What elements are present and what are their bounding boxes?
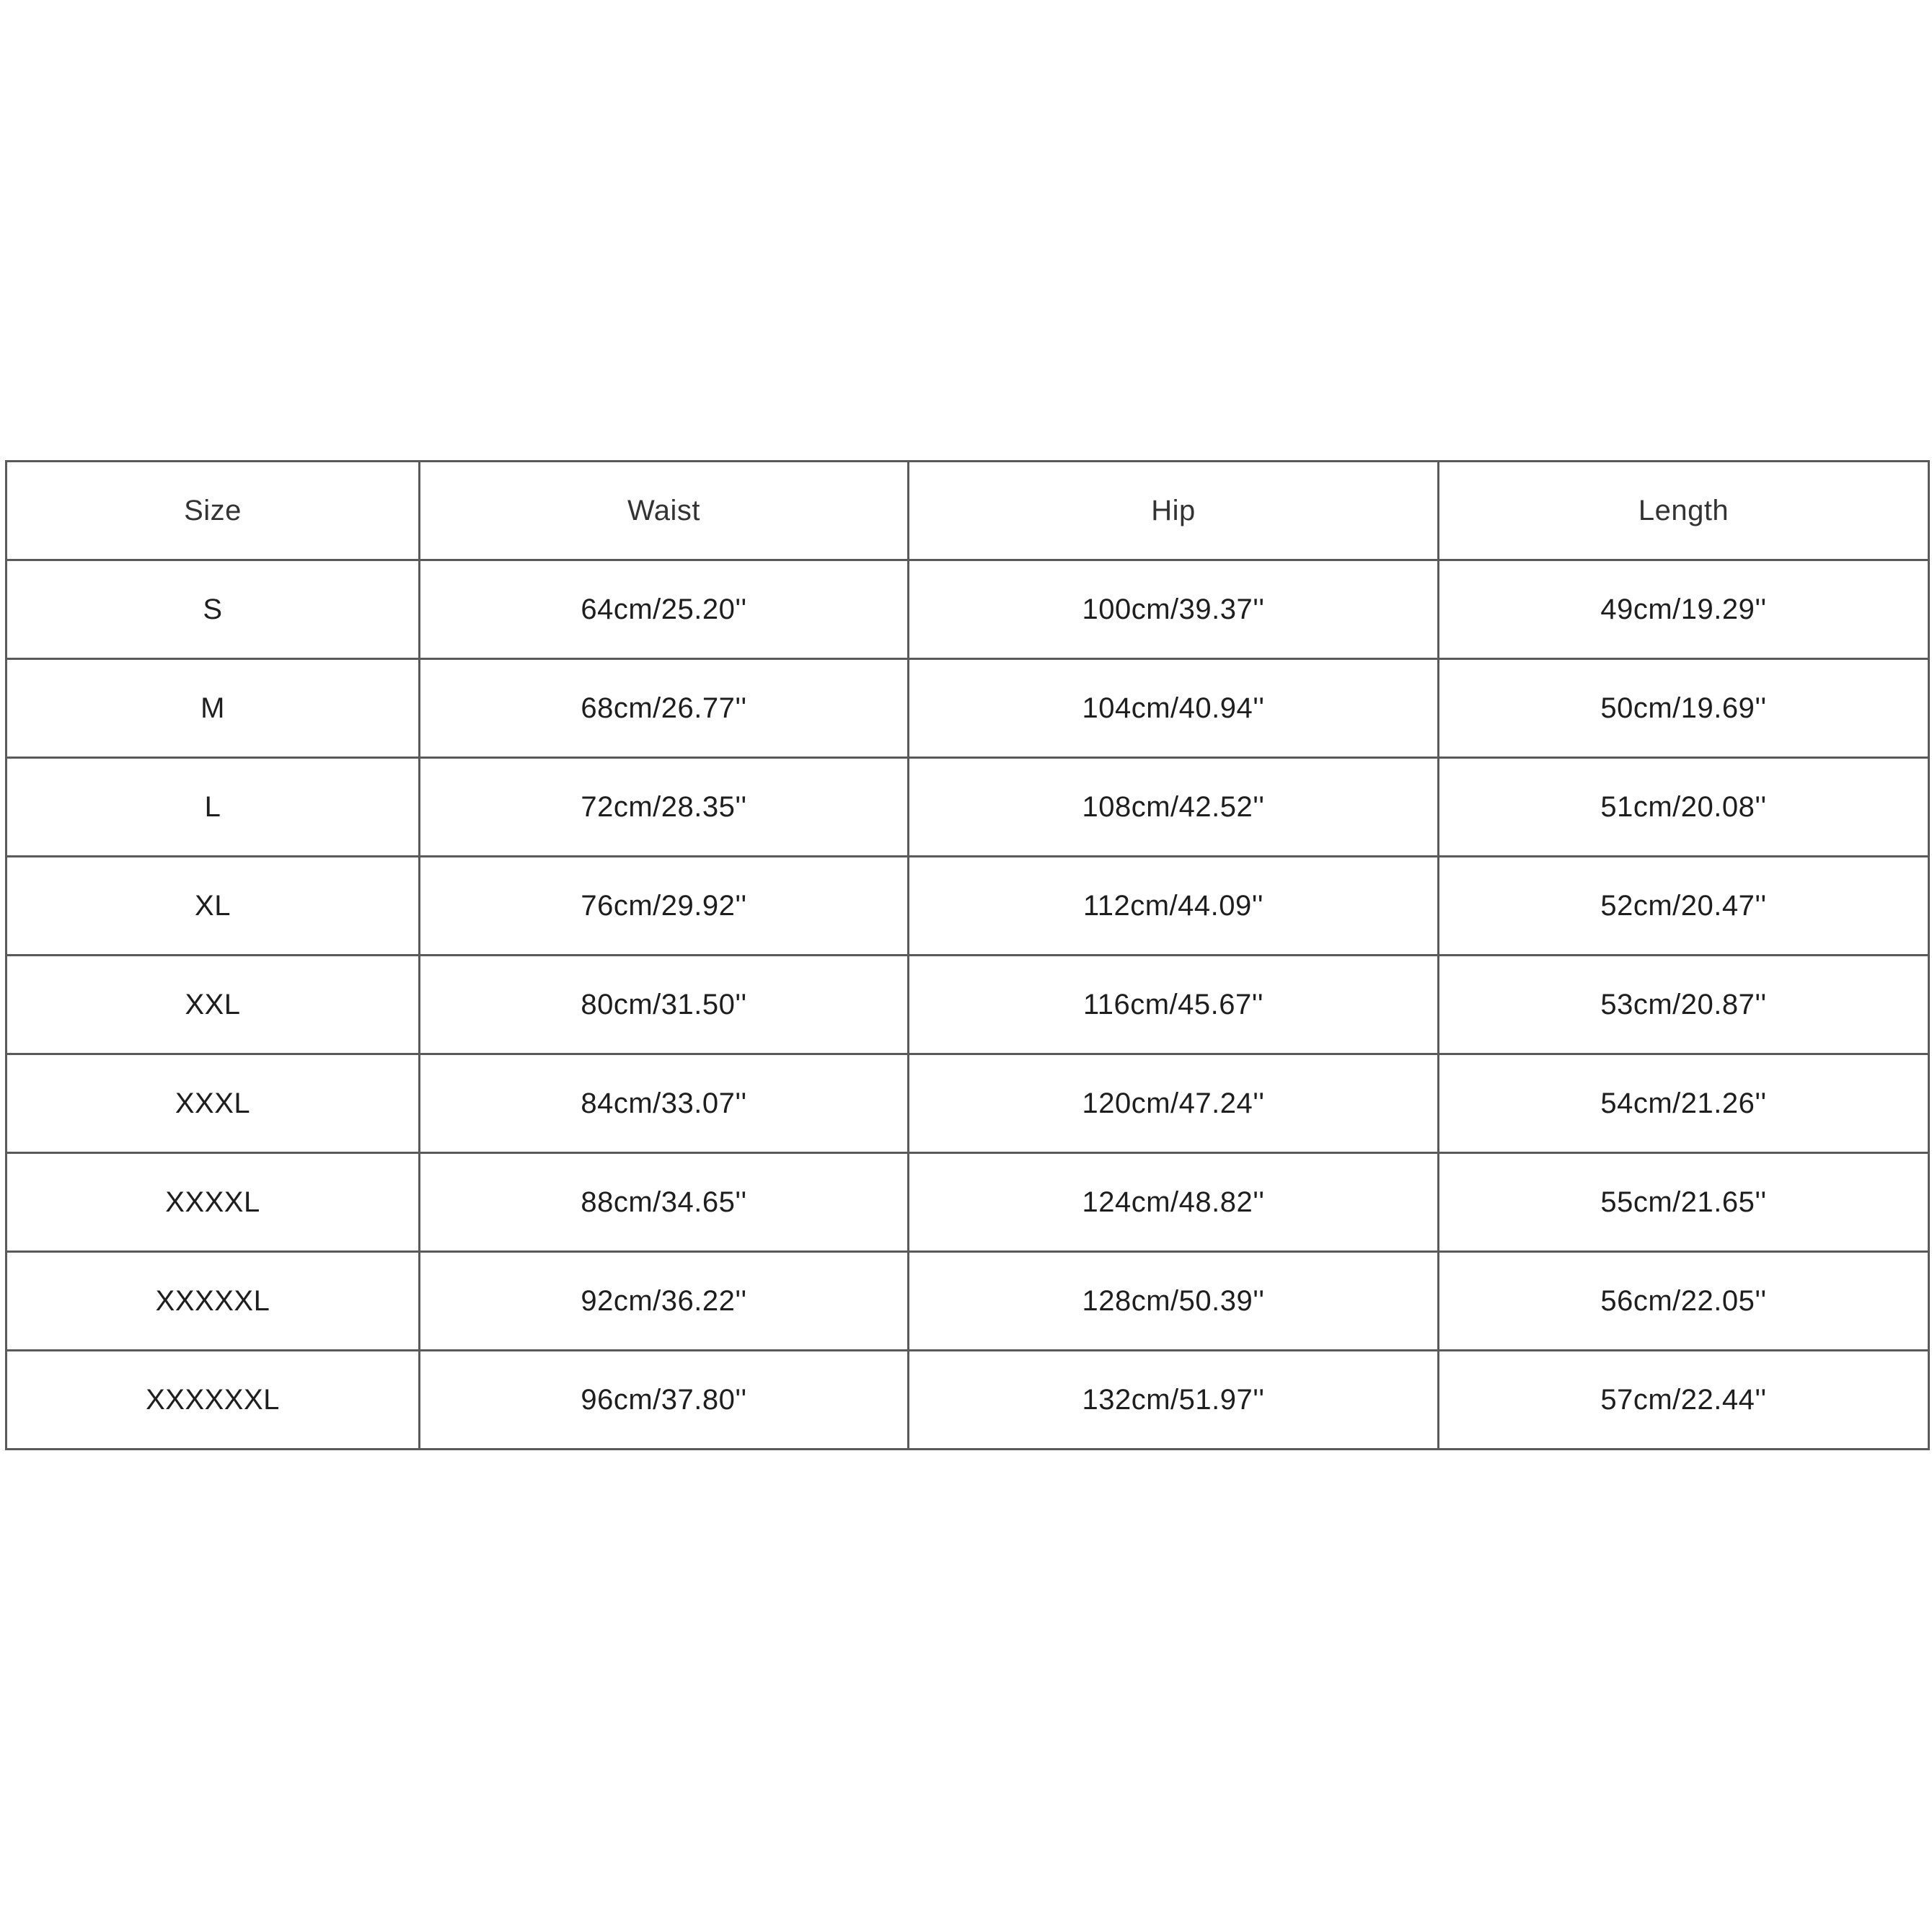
- size-cell: XXXXXXL: [6, 1351, 420, 1450]
- length-cell: 50cm/19.69'': [1439, 659, 1929, 758]
- table-row: [6, 956, 1929, 1054]
- waist-cell: 76cm/29.92'': [420, 857, 909, 956]
- header-size: Size: [6, 462, 420, 560]
- hip-cell: 132cm/51.97'': [909, 1351, 1439, 1450]
- hip-cell: 108cm/42.52'': [909, 758, 1439, 857]
- size-cell: M: [6, 659, 420, 758]
- hip-cell: 120cm/47.24'': [909, 1054, 1439, 1153]
- table-row: [6, 560, 1929, 659]
- table-row: [6, 659, 1929, 758]
- waist-cell: 96cm/37.80'': [420, 1351, 909, 1450]
- table-row: [6, 1351, 1929, 1450]
- size-cell: XXXL: [6, 1054, 420, 1153]
- length-cell: 57cm/22.44'': [1439, 1351, 1929, 1450]
- hip-cell: 100cm/39.37'': [909, 560, 1439, 659]
- table-row: [6, 1153, 1929, 1252]
- hip-cell: 104cm/40.94'': [909, 659, 1439, 758]
- size-cell: L: [6, 758, 420, 857]
- waist-cell: 64cm/25.20'': [420, 560, 909, 659]
- table-row: [6, 758, 1929, 857]
- hip-cell: 128cm/50.39'': [909, 1252, 1439, 1351]
- length-cell: 52cm/20.47'': [1439, 857, 1929, 956]
- size-cell: XXL: [6, 956, 420, 1054]
- size-cell: XXXXXL: [6, 1252, 420, 1351]
- waist-cell: 84cm/33.07'': [420, 1054, 909, 1153]
- header-hip: Hip: [909, 462, 1439, 560]
- waist-cell: 88cm/34.65'': [420, 1153, 909, 1252]
- size-cell: S: [6, 560, 420, 659]
- length-cell: 49cm/19.29'': [1439, 560, 1929, 659]
- header-length: Length: [1439, 462, 1929, 560]
- hip-cell: 124cm/48.82'': [909, 1153, 1439, 1252]
- length-cell: 56cm/22.05'': [1439, 1252, 1929, 1351]
- hip-cell: 112cm/44.09'': [909, 857, 1439, 956]
- waist-cell: 92cm/36.22'': [420, 1252, 909, 1351]
- length-cell: 53cm/20.87'': [1439, 956, 1929, 1054]
- size-chart-table: [5, 460, 1930, 1450]
- waist-cell: 68cm/26.77'': [420, 659, 909, 758]
- table-row: [6, 1252, 1929, 1351]
- waist-cell: 72cm/28.35'': [420, 758, 909, 857]
- header-row: [6, 462, 1929, 560]
- header-waist: Waist: [420, 462, 909, 560]
- size-cell: XL: [6, 857, 420, 956]
- size-cell: XXXXL: [6, 1153, 420, 1252]
- table-row: [6, 1054, 1929, 1153]
- length-cell: 55cm/21.65'': [1439, 1153, 1929, 1252]
- hip-cell: 116cm/45.67'': [909, 956, 1439, 1054]
- waist-cell: 80cm/31.50'': [420, 956, 909, 1054]
- length-cell: 54cm/21.26'': [1439, 1054, 1929, 1153]
- table-row: [6, 857, 1929, 956]
- length-cell: 51cm/20.08'': [1439, 758, 1929, 857]
